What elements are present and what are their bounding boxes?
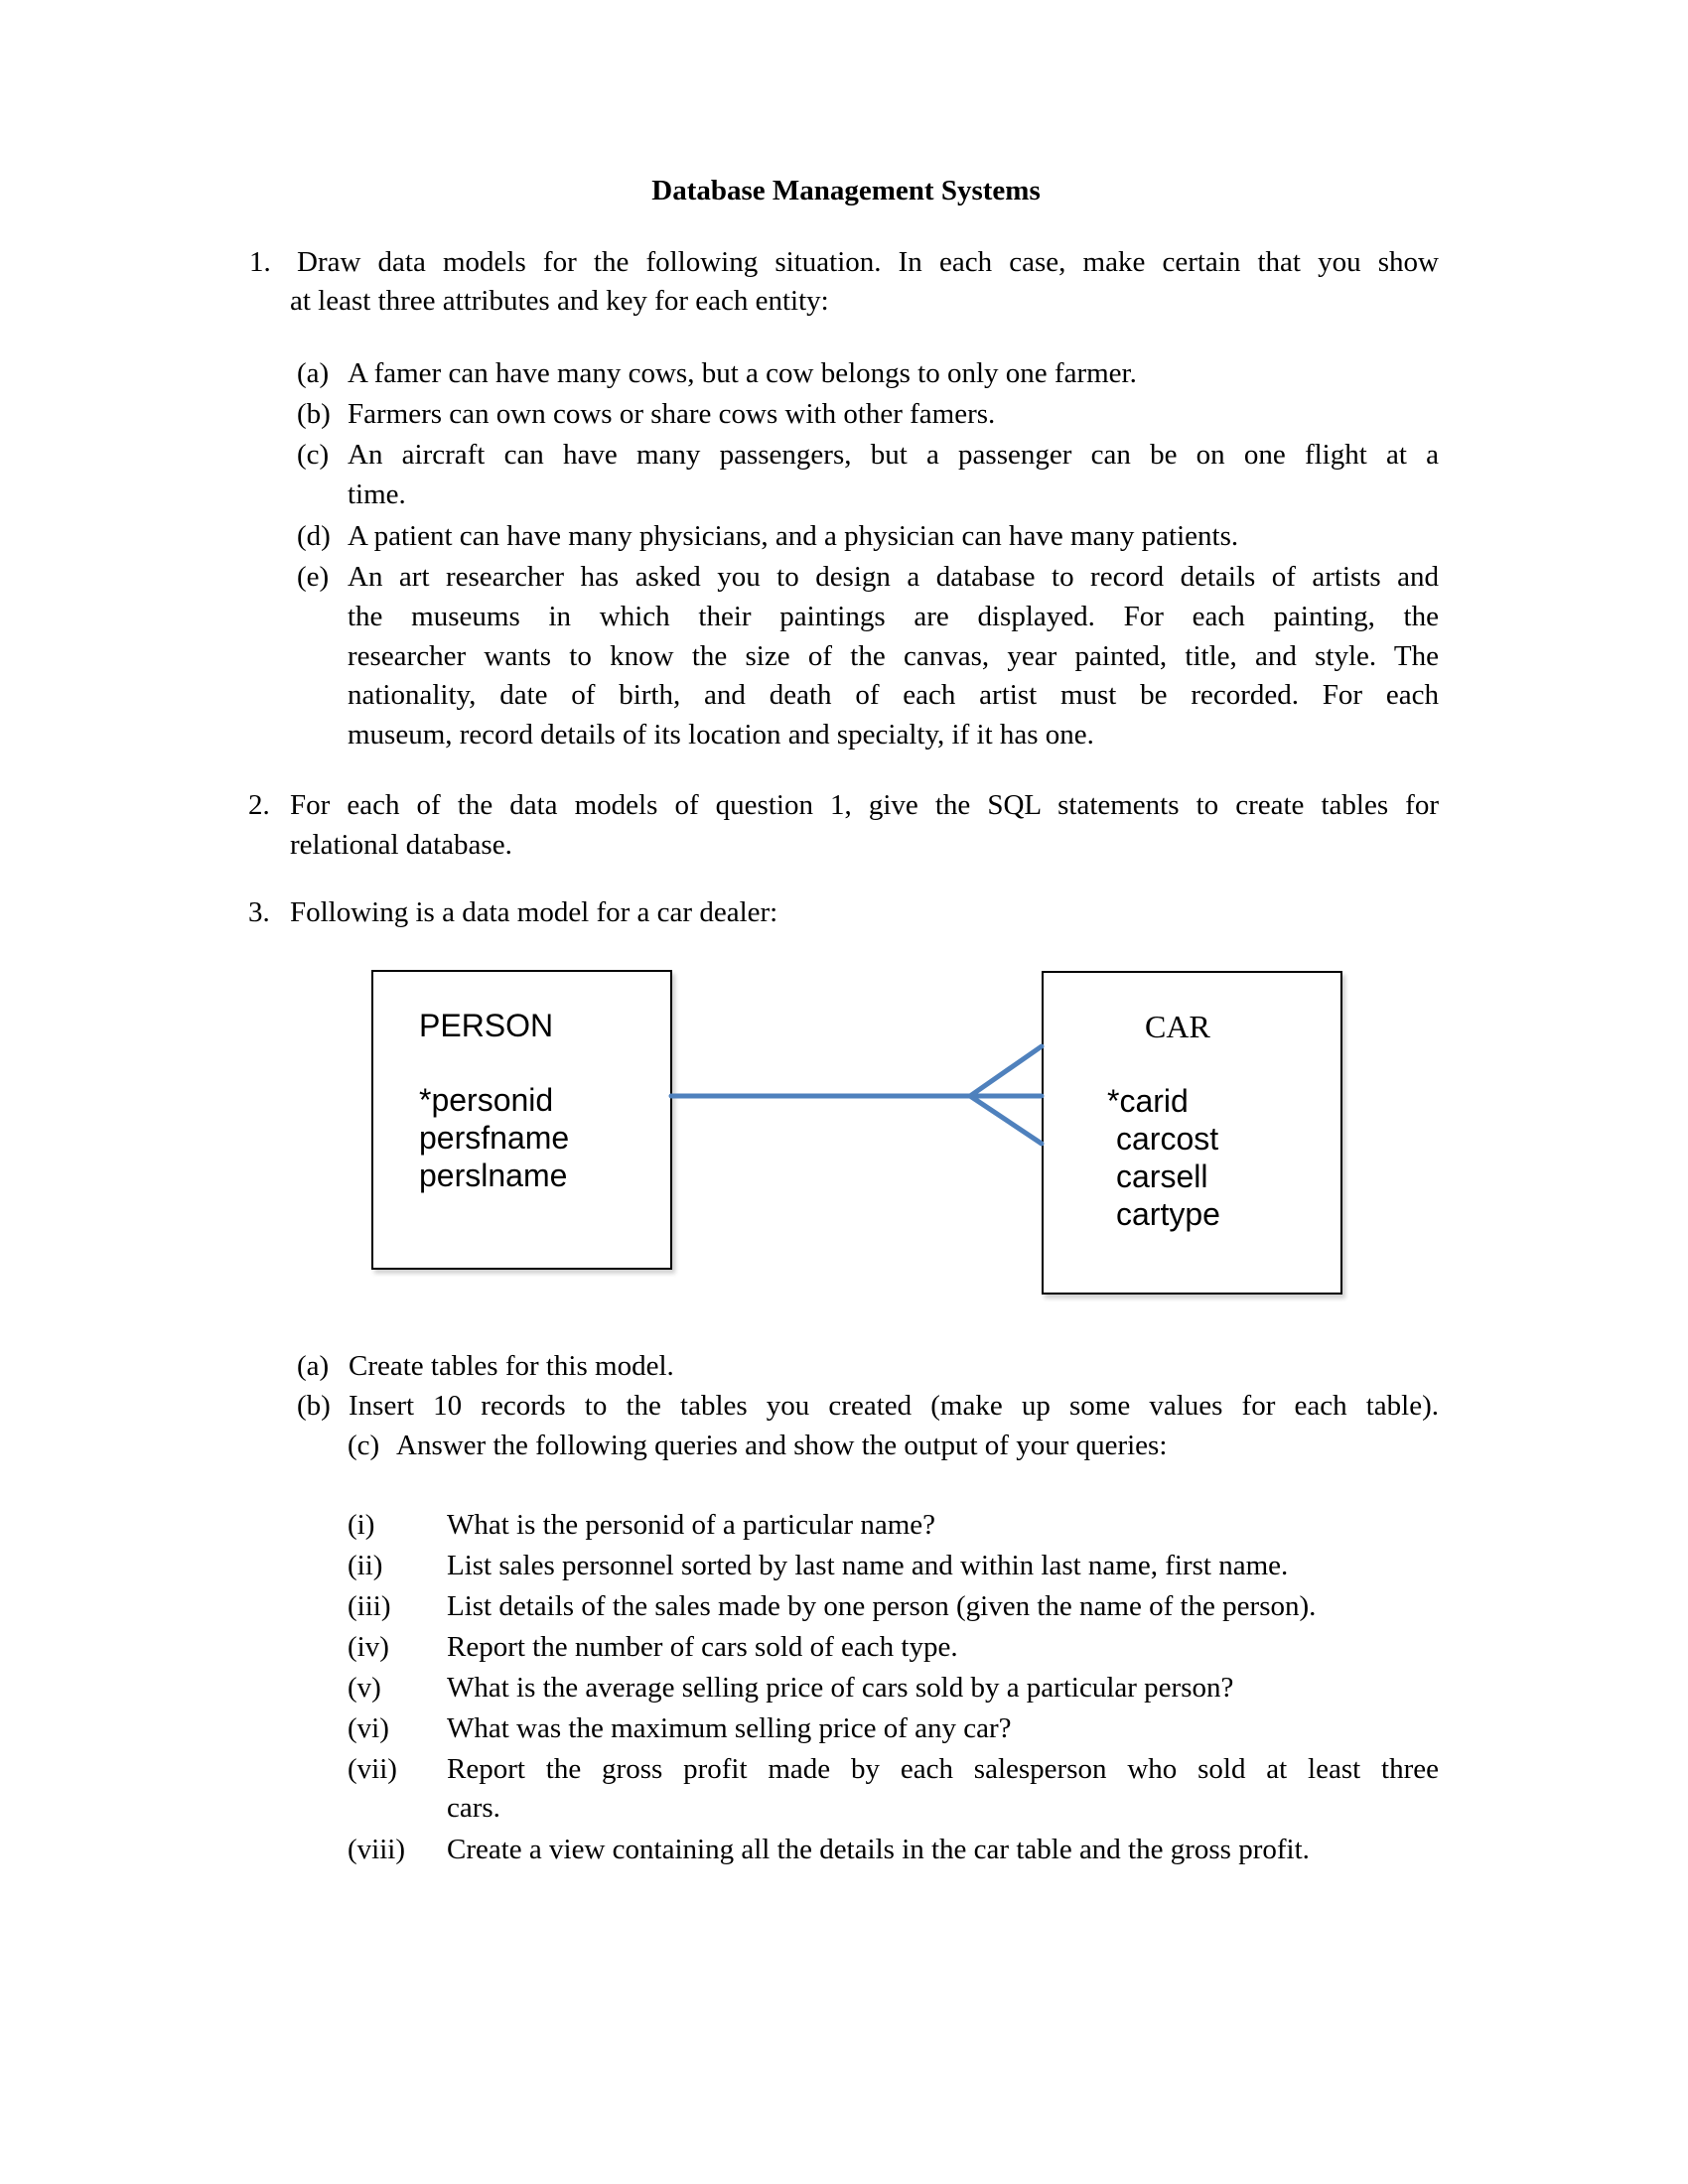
- part-text: nationality, date of birth, and death of each artist must be recorded. For each: [348, 679, 1439, 711]
- part-label: (c): [297, 439, 330, 471]
- entity-name: CAR: [1145, 1009, 1210, 1044]
- part-label: (a): [297, 357, 330, 389]
- entity-attribute: *carid: [1107, 1083, 1189, 1119]
- entity-attribute: perslname: [419, 1158, 568, 1193]
- entity-attribute: *personid: [419, 1082, 554, 1118]
- question-text-line: at least three attributes and key for each entity:: [290, 285, 829, 317]
- query-label: (v): [348, 1672, 381, 1704]
- part-label: (d): [297, 520, 331, 552]
- query-label: (vii): [348, 1753, 397, 1785]
- query-label: (i): [348, 1509, 375, 1541]
- query-text: List sales personnel sorted by last name and within last name, first name.: [447, 1550, 1289, 1581]
- part-text: An aircraft can have many passengers, but a passenger can be on one flight at a: [348, 439, 1439, 471]
- question-text-line: Following is a data model for a car dealer:: [290, 896, 778, 928]
- entity-name: PERSON: [419, 1008, 554, 1043]
- query-label: (iii): [348, 1590, 391, 1622]
- entity-attribute: persfname: [419, 1120, 570, 1156]
- query-text: Report the gross profit made by each salesperson who sold at least three: [447, 1753, 1439, 1785]
- page-title: Database Management Systems: [651, 175, 1041, 206]
- part-text: museum, record details of its location and specialty, if it has one.: [348, 719, 1094, 751]
- part-text: Insert 10 records to the tables you created (make up some values for each table).: [349, 1390, 1439, 1422]
- part-label: (b): [297, 398, 331, 430]
- part-label: (c): [348, 1430, 380, 1461]
- query-label: (ii): [348, 1550, 383, 1581]
- part-text: An art researcher has asked you to design a database to record details of artists and: [348, 561, 1439, 593]
- question-text-line: Draw data models for the following situation. In each case, make certain that you show: [297, 246, 1439, 278]
- part-text: A famer can have many cows, but a cow belongs to only one farmer.: [348, 357, 1137, 389]
- query-text: Create a view containing all the details in the car table and the gross profit.: [447, 1834, 1310, 1865]
- entity-attribute: carsell: [1116, 1159, 1208, 1194]
- question-text-line: For each of the data models of question 1, give the SQL statements to create tables for: [290, 789, 1439, 821]
- query-text: What was the maximum selling price of any car?: [447, 1712, 1012, 1744]
- part-text: the museums in which their paintings are displayed. For each painting, the: [348, 601, 1439, 632]
- part-text: A patient can have many physicians, and a physician can have many patients.: [348, 520, 1239, 552]
- part-text: time.: [348, 478, 406, 510]
- part-label: (b): [297, 1390, 331, 1422]
- query-text: What is the personid of a particular name?: [447, 1509, 935, 1541]
- query-label: (vi): [348, 1712, 389, 1744]
- question-number: 1.: [249, 246, 271, 278]
- part-label: (a): [297, 1350, 330, 1382]
- query-text: cars.: [447, 1792, 500, 1824]
- crows-foot-icon: [671, 1046, 1042, 1144]
- part-text: Create tables for this model.: [349, 1350, 674, 1382]
- question-number: 2.: [248, 789, 270, 821]
- query-text: Report the number of cars sold of each type.: [447, 1631, 958, 1663]
- entity-attribute: cartype: [1116, 1196, 1220, 1232]
- entity-attribute: carcost: [1116, 1121, 1219, 1157]
- question-number: 3.: [248, 896, 270, 928]
- part-text: Farmers can own cows or share cows with other famers.: [348, 398, 996, 430]
- part-text: Answer the following queries and show the output of your queries:: [396, 1430, 1168, 1461]
- query-text: List details of the sales made by one person (given the name of the person).: [447, 1590, 1317, 1622]
- query-label: (viii): [348, 1834, 405, 1865]
- query-text: What is the average selling price of cars sold by a particular person?: [447, 1672, 1234, 1704]
- query-label: (iv): [348, 1631, 389, 1663]
- question-text-line: relational database.: [290, 829, 512, 861]
- part-text: researcher wants to know the size of the canvas, year painted, title, and style. The: [348, 640, 1439, 672]
- part-label: (e): [297, 561, 330, 593]
